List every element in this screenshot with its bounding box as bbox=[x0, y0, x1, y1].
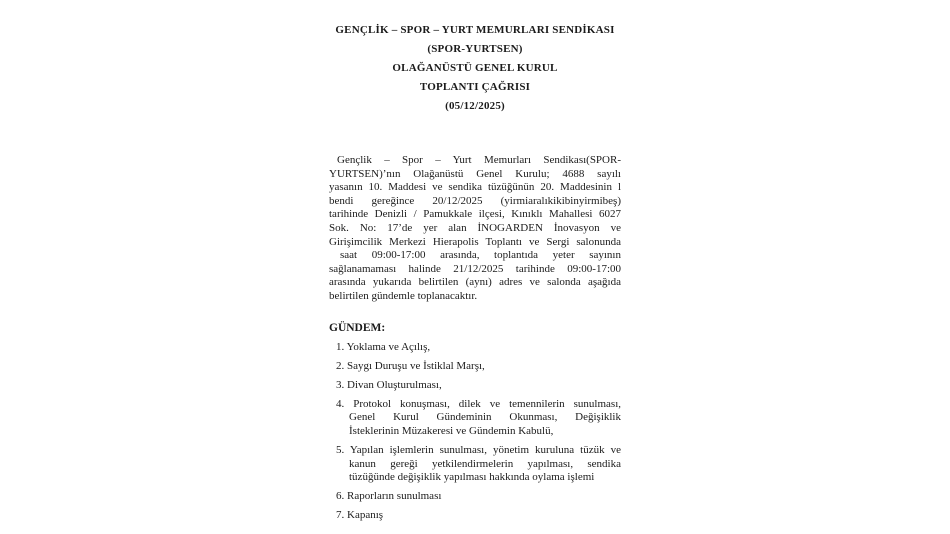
agenda-item-5 bbox=[336, 444, 621, 485]
agenda-heading: GÜNDEM: bbox=[329, 321, 386, 334]
title-abbreviation: (SPOR-YURTSEN) bbox=[427, 43, 523, 55]
agenda-item-line: 4. Protokol konuşması, dilek ve temennilerin sunulması, bbox=[336, 397, 621, 410]
agenda-item-line: 1. Yoklama ve Açılış, bbox=[336, 340, 431, 353]
body-line: YURTSEN)’nın Olağanüstü Genel Kurulu; 4688 sayılı bbox=[329, 167, 621, 180]
agenda-item-3 bbox=[336, 379, 621, 393]
body-line: belirtilen gündemle toplanacaktır. bbox=[329, 289, 478, 302]
agenda-item-4 bbox=[336, 398, 621, 439]
agenda-item-line: 5. Yapılan işlemlerin sunulması, yönetim kuruluna tüzük ve bbox=[336, 444, 621, 457]
body-line: sağlanamaması halinde 21/12/2025 tarihinde 09:00-17:00 bbox=[329, 262, 621, 275]
body-line: Gençlik – Spor – Yurt Memurları Sendikası(SPOR- bbox=[337, 154, 621, 166]
body-line: Girişimcilik Merkezi Hierapolis Toplantı ve Sergi salonunda bbox=[329, 235, 621, 248]
body-line: tarihinde Denizli / Pamukkale ilçesi, Kınıklı Mahallesi 6027 bbox=[329, 208, 621, 221]
body-line: arasında yukarıda belirtilen (aynı) adres ve salonda aşağıda bbox=[329, 276, 621, 289]
body-line: saat 09:00-17:00 arasında, toplantıda yeter sayının bbox=[340, 249, 621, 262]
body-line: bendi gereğince 20/12/2025 (yirmiaralıkikibinyirmibeş) bbox=[329, 194, 621, 207]
agenda-item-line: 3. Divan Oluşturulması, bbox=[336, 378, 442, 391]
agenda-item-2 bbox=[336, 360, 621, 374]
agenda-item-line: 2. Saygı Duruşu ve İstiklal Marşı, bbox=[336, 359, 485, 372]
body-paragraph bbox=[329, 154, 621, 304]
document-content bbox=[329, 0, 621, 523]
agenda-item-1 bbox=[336, 341, 621, 355]
title-meeting-type: OLAĞANÜSTÜ GENEL KURUL bbox=[392, 62, 558, 74]
body-line: yasanın 10. Maddesi ve sendika tüzüğünün 20. Maddesinin l bbox=[329, 181, 621, 194]
agenda-item-line: İsteklerinin Müzakeresi ve Gündemin Kabulü, bbox=[349, 425, 554, 437]
agenda-item-7 bbox=[336, 509, 621, 523]
agenda-item-line: 7. Kapanış bbox=[336, 509, 384, 522]
agenda-item-line: tüzüğünde değişiklik yapılması hakkında oylama işlemi bbox=[349, 471, 595, 484]
title-org-name: GENÇLİK – SPOR – YURT MEMURLARI SENDİKASI bbox=[335, 24, 615, 36]
title-date: (05/12/2025) bbox=[445, 100, 505, 112]
title-call: TOPLANTI ÇAĞRISI bbox=[419, 81, 531, 93]
agenda-item-line: kanun gereği yetkilendirmelerin yapılması, sendika bbox=[349, 457, 621, 470]
agenda-list bbox=[329, 341, 621, 524]
document-title-block bbox=[329, 0, 621, 116]
agenda-item-6 bbox=[336, 490, 621, 504]
agenda-item-line: Genel Kurul Gündeminin Okunması, Değişiklik bbox=[349, 411, 621, 424]
agenda-item-line: 6. Raporların sunulması bbox=[336, 490, 442, 503]
body-line: Sok. No: 17’de yer alan İNOGARDEN İnovasyon ve bbox=[329, 221, 621, 234]
